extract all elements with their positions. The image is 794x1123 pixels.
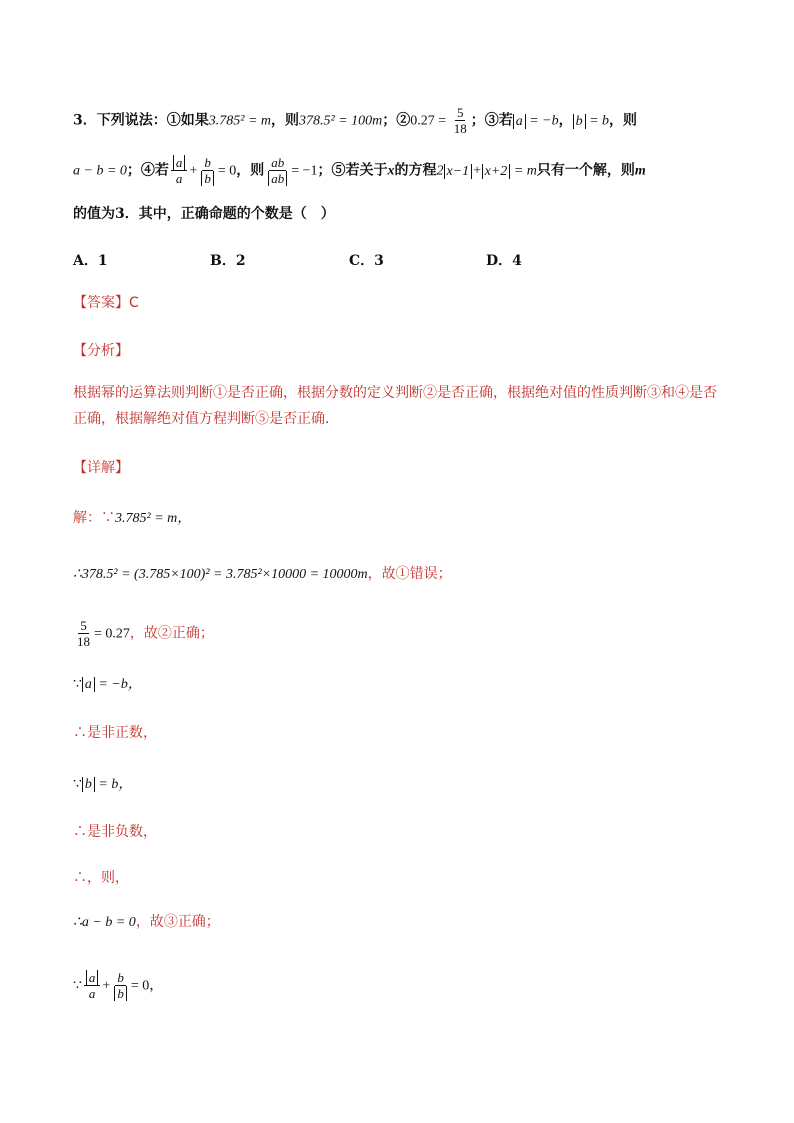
detail-l1-prefix: 解：∵ <box>73 510 115 526</box>
detail-l3-end: 正确； <box>171 625 214 642</box>
detail-l2-expr: ∴378.5² = (3.785×100)² = 3.785²×10000 = 10000m <box>73 567 368 582</box>
analysis-text-a: 根据幂的运算法则判断 <box>73 385 213 401</box>
s2-frac-num: 5 <box>456 105 464 120</box>
s4-eq: = 0 <box>217 163 237 179</box>
answer-value: C <box>129 295 139 311</box>
s2-frac-den: 18 <box>453 121 467 136</box>
s1-prefix: 如果 <box>180 112 209 129</box>
detail-l3-suffix: ，故 <box>129 625 158 642</box>
s1-expr1: 3.785² = m <box>208 113 272 129</box>
detail-l4-expr: = −b， <box>98 677 142 692</box>
analysis-text-c: 是否正确，根据绝对值的性质判断 <box>437 385 647 401</box>
s3-prefix: 若 <box>498 112 513 129</box>
s1-mid: ，则 <box>271 112 300 129</box>
analysis-text <box>73 380 723 432</box>
detail-line-10: ∵ $\frac{a}{a}$ + $\frac{b}{b}$ = 0， <box>73 970 164 1001</box>
detail-line-2 <box>73 564 452 585</box>
detail-label-text: 【详解】 <box>73 460 129 476</box>
detail-line-7: ∴是非负数， <box>73 824 157 840</box>
question-line-3: 的值为3．其中，正确命题的个数是（ ） <box>73 206 335 222</box>
analysis-label-text: 【分析】 <box>73 343 129 359</box>
detail-line-9 <box>73 912 220 933</box>
detail-l2-end: 错误； <box>409 566 452 582</box>
circled-5: ⑤ <box>331 162 346 179</box>
question-line-1: 3．下列说法：①如果3.785² = m，则378.5² = 100m；②0.27 = $\frac{5}{18}$ ；③若 a = −b， b = b，则 <box>73 105 638 136</box>
s5-suffix: 只有一个解，则 <box>536 162 635 179</box>
s4-prefix: 若 <box>154 162 169 179</box>
detail-l9-circ: ③ <box>163 914 178 930</box>
circled-4: ④ <box>140 162 155 179</box>
detail-l2-suffix: ，故 <box>367 566 396 582</box>
s3-expr1: = −b <box>529 113 559 129</box>
circled-3: ③ <box>484 112 499 129</box>
analysis-circ-1: ① <box>213 385 227 401</box>
detail-l9-expr: ∴a − b = 0 <box>73 915 136 930</box>
s5-var2: m <box>634 163 646 179</box>
detail-l1-expr: 3.785² = m， <box>115 511 192 526</box>
analysis-text-d: 和 <box>661 385 675 401</box>
s4-eq2: = −1 <box>291 163 318 179</box>
detail-line-3: $\frac{5}{18}$ = 0.27，故②正确； <box>77 618 214 649</box>
analysis-text-b: 是否正确，根据分数的定义判断 <box>227 385 423 401</box>
choice-c: C．3 <box>349 253 384 269</box>
detail-line-8: ∴，则， <box>73 870 129 886</box>
s5-var: x <box>387 163 395 179</box>
detail-line-6: ∵ b = b， <box>73 776 133 792</box>
detail-l3-expr: = 0.27 <box>94 626 130 642</box>
detail-line-5: ∴是非正数， <box>73 725 157 741</box>
choice-d: D．4 <box>486 253 522 269</box>
choice-a: A．1 <box>73 253 108 269</box>
s5-prefix: 若关于 <box>345 162 388 179</box>
question-line-2: a − b = 0；④若 $\frac{a}{a}$ + $\frac{b}{b}$ = 0，则 $\frac{ab}{ab}$ = −1；⑤若关于x的方程2 x−1 + x+2 = m只有一个解，则m <box>73 155 646 186</box>
detail-l9-suffix: ，故 <box>135 914 164 930</box>
s3-suffix: ，则 <box>609 112 638 129</box>
analysis-circ-3: ③ <box>647 385 661 401</box>
detail-l6-expr: = b， <box>98 777 133 792</box>
analysis-circ-4: ④ <box>675 385 689 401</box>
circled-1: ① <box>166 112 181 129</box>
s4-mid: ，则 <box>236 162 265 179</box>
line2-expr: a − b = 0 <box>73 163 127 179</box>
detail-l9-end: 正确； <box>177 914 220 930</box>
s5-mid: 的方程 <box>394 162 437 179</box>
s3-expr2: = b <box>589 113 610 129</box>
detail-l10-expr: = 0， <box>130 978 164 994</box>
detail-label <box>73 458 129 478</box>
analysis-text-f: 是否正确． <box>269 411 339 427</box>
analysis-text-e: 是否正确，根据解绝对值方程判断 <box>73 385 717 427</box>
s2-fraction <box>452 105 469 136</box>
analysis-label <box>73 341 129 361</box>
detail-line-1 <box>73 508 191 529</box>
s5-expr: = m <box>513 163 537 179</box>
circled-2: ② <box>396 112 411 129</box>
detail-l3-circ: ② <box>157 625 172 642</box>
s1-expr2: 378.5² = 100m <box>299 113 383 129</box>
detail-l2-circ: ① <box>395 566 410 582</box>
s2-expr: 0.27 <box>410 113 435 129</box>
detail-line-4: ∵ a = −b， <box>73 676 142 692</box>
analysis-circ-5: ⑤ <box>255 411 269 427</box>
question-intro: 下列说法： <box>96 112 167 129</box>
analysis-circ-2: ② <box>423 385 437 401</box>
question-number: 3． <box>73 112 97 129</box>
answer-line <box>73 293 139 313</box>
choice-b: B．2 <box>210 253 246 269</box>
answer-label: 【答案】 <box>73 295 129 311</box>
